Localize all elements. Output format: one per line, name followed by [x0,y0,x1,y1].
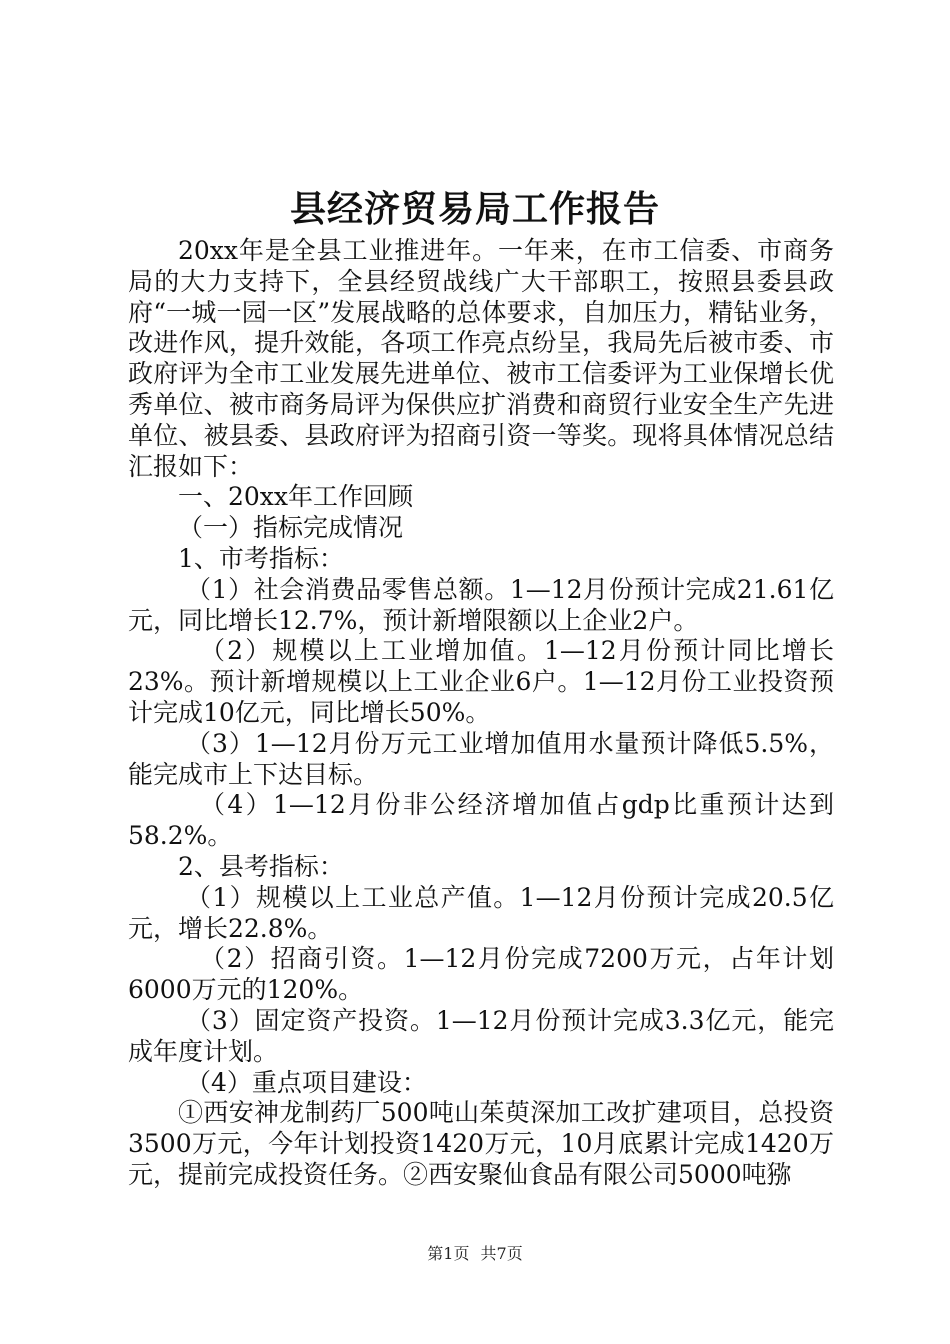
page-number-total: 共7页 [480,1244,523,1263]
paragraph-fixed-assets: （3）固定资产投资。1—12月份预计完成3.3亿元，能完成年度计划。 [128,1005,834,1066]
paragraph-industrial-output: （1）规模以上工业总产值。1—12月份预计完成20.5亿元，增长22.8%。 [128,882,834,943]
subsection-heading-indicators: （一）指标完成情况 [178,513,404,543]
paragraph-non-public-economy: （4）1—12月份非公经济增加值占gdp比重预计达到58.2%。 [128,790,834,851]
heading-key-projects: （4）重点项目建设： [186,1067,427,1097]
document-title: 县经济贸易局工作报告 [289,188,660,230]
heading-city-indicators: 1、市考指标： [178,543,344,573]
heading-county-indicators: 2、县考指标： [178,851,344,881]
intro-paragraph: 20xx年是全县工业推进年。一年来，在市工信委、市商务局的大力支持下，全县经贸战线广大干部职工，按照县委县政府“一城一园一区”发展战略的总体要求，自加压力，精钻业务，改进作风，提升效能，各项工作亮点纷呈，我局先后被市委、市政府评为全市工业发展先进单位、被市工信委评为工业保增长优秀单位、被市商务局评为保供应扩消费和商贸行业安全生产先进单位、被县委、县政府评为招商引资一等奖。现将具体情况总结汇报如下： [128,236,834,481]
paragraph-industrial-value-added: （2）规模以上工业增加值。1—12月份预计同比增长23%。预计新增规模以上工业企业6户。1—12月份工业投资预计完成10亿元，同比增长50%。 [128,636,834,727]
section-heading-review: 一、20xx年工作回顾 [178,482,414,512]
paragraph-retail-sales: （1）社会消费品零售总额。1—12月份预计完成21.61亿元，同比增长12.7%，预计新增限额以上企业2户。 [128,574,834,635]
paragraph-investment-attraction: （2）招商引资。1—12月份完成7200万元，占年计划6000万元的120%。 [128,944,834,1005]
paragraph-key-projects-detail: ①西安神龙制药厂500吨山茱萸深加工改扩建项目，总投资3500万元，今年计划投资1420万元，10月底累计完成1420万元，提前完成投资任务。②西安聚仙食品有限公司5000吨猕 [128,1098,834,1189]
page-footer [0,1243,950,1265]
document-body [128,236,834,1191]
page-number-current: 第1页 [427,1244,470,1263]
paragraph-water-usage: （3）1—12月份万元工业增加值用水量预计降低5.5%，能完成市上下达目标。 [128,728,834,789]
